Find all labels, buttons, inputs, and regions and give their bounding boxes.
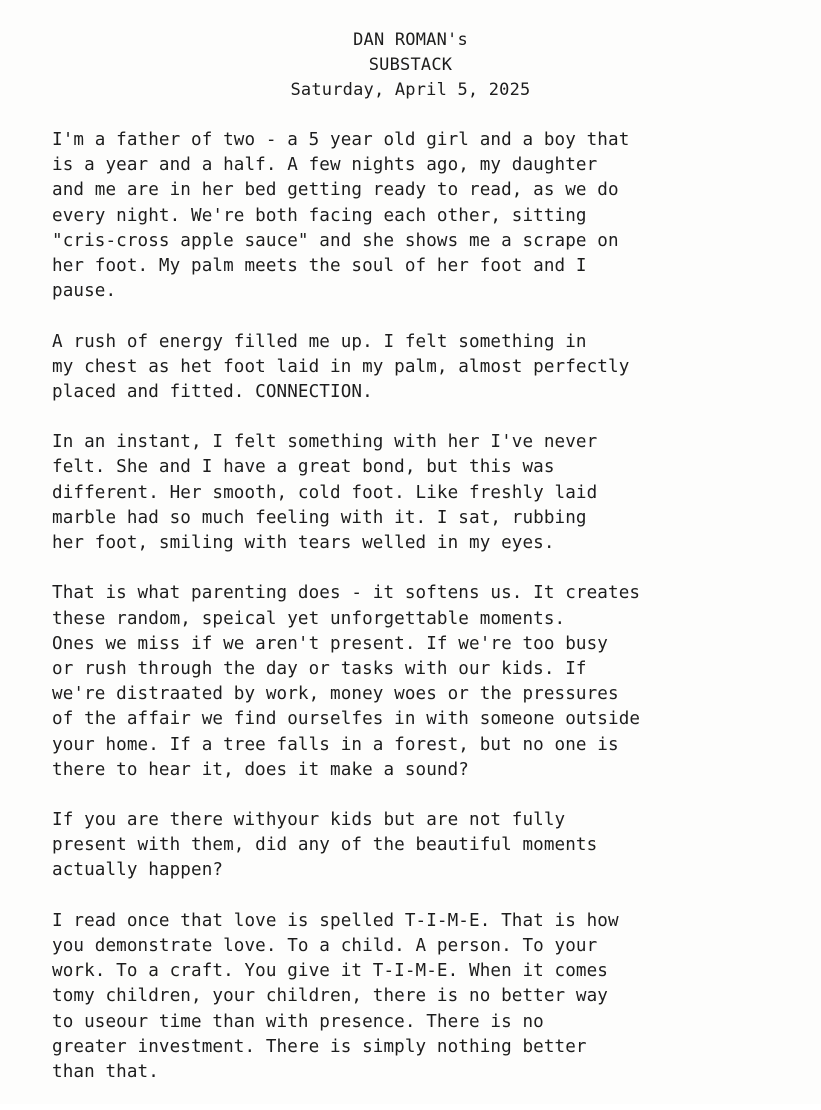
text-line: my chest as het foot laid in my palm, almost perfectly bbox=[52, 356, 630, 377]
text-line: work. To a craft. You give it T-I-M-E. When it comes bbox=[52, 961, 609, 982]
text-line: I'm a father of two - a 5 year old girl and a boy that bbox=[52, 130, 630, 150]
paragraph-4 bbox=[52, 581, 812, 783]
text-line: "cris-cross apple sauce" and she shows me a scrape on bbox=[52, 230, 619, 251]
date-line: Saturday, April 5, 2025 bbox=[290, 80, 531, 100]
text-line: different. Her smooth, cold foot. Like freshly laid bbox=[52, 482, 598, 503]
text-line: or rush through the day or tasks with our kids. If bbox=[52, 658, 587, 679]
text-line: placed and fitted. CONNECTION. bbox=[52, 381, 373, 402]
text-line: every night. We're both facing each other, sitting bbox=[52, 205, 587, 226]
text-line: to useour time than with presence. There is no bbox=[52, 1011, 544, 1032]
paragraph-2 bbox=[52, 330, 812, 406]
text-line: than that. bbox=[52, 1061, 159, 1082]
text-line: greater investment. There is simply nothing better bbox=[52, 1036, 587, 1057]
text-line: In an instant, I felt something with her I've never bbox=[52, 432, 598, 453]
publication-title: SUBSTACK bbox=[368, 55, 453, 75]
text-line: there to hear it, does it make a sound? bbox=[52, 759, 470, 780]
text-line: her foot. My palm meets the soul of her foot and I bbox=[52, 255, 587, 276]
text-line: is a year and a half. A few nights ago, my daughter bbox=[52, 155, 598, 176]
text-line: marble had so much feeling with it. I sat, rubbing bbox=[52, 507, 587, 528]
text-line: of the affair we find ourselfes in with someone outside bbox=[52, 709, 641, 730]
paragraph-3 bbox=[52, 430, 812, 556]
text-line: A rush of energy filled me up. I felt something in bbox=[52, 331, 587, 352]
text-line: you demonstrate love. To a child. A person. To your bbox=[52, 936, 598, 956]
text-line: and me are in her bed getting ready to read, as we do bbox=[52, 180, 619, 201]
text-line: actually happen? bbox=[52, 860, 224, 881]
paragraph-5 bbox=[52, 808, 812, 884]
text-line: That is what parenting does - it softens us. It creates bbox=[52, 583, 641, 604]
text-line: present with them, did any of the beautiful moments bbox=[52, 835, 598, 856]
text-line: If you are there withyour kids but are not fully bbox=[52, 810, 566, 831]
text-line: your home. If a tree falls in a forest, but no one is bbox=[52, 734, 619, 755]
text-line: we're distraated by work, money woes or the pressures bbox=[52, 684, 619, 705]
text-line: felt. She and I have a great bond, but this was bbox=[52, 457, 555, 478]
text-line: pause. bbox=[52, 281, 117, 302]
text-line: her foot, smiling with tears welled in my eyes. bbox=[52, 533, 555, 553]
text-line: I read once that love is spelled T-I-M-E. That is how bbox=[52, 910, 619, 931]
author-line: DAN ROMAN's bbox=[353, 30, 468, 50]
letter-body bbox=[52, 128, 812, 1110]
paragraph-6 bbox=[52, 909, 812, 1085]
text-line: tomy children, your children, there is no better way bbox=[52, 986, 609, 1007]
text-line: these random, speical yet unforgettable moments. bbox=[52, 608, 566, 629]
page-header bbox=[0, 28, 821, 103]
paragraph-1 bbox=[52, 128, 812, 304]
text-line: Ones we miss if we aren't present. If we're too busy bbox=[52, 633, 609, 654]
